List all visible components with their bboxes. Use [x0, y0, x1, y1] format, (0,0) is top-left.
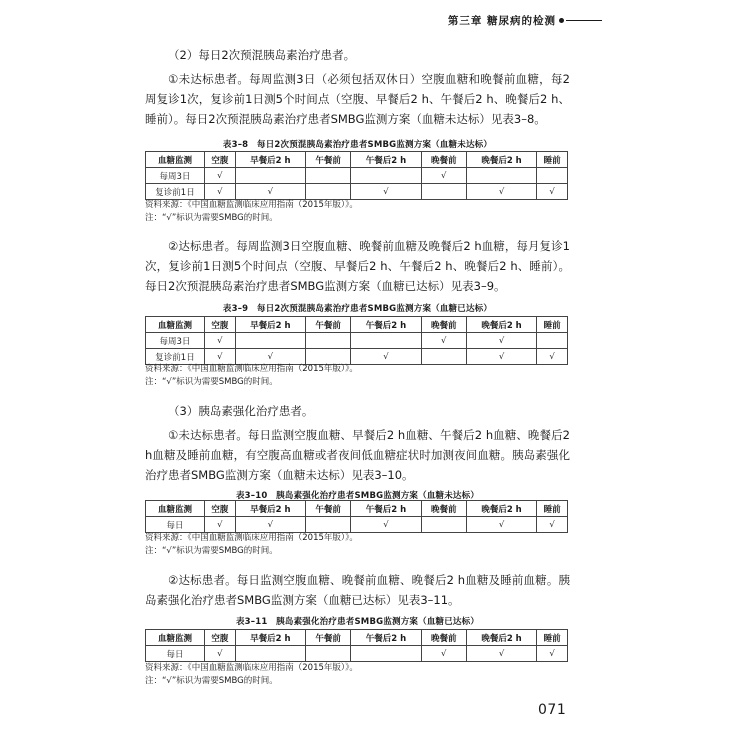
- table-header-cell: 午餐后2 h: [351, 152, 421, 168]
- row-label-cell: 每周3日: [146, 168, 205, 184]
- table-cell: [306, 517, 351, 533]
- table-3-11: [145, 629, 568, 662]
- section-3-heading: （3）胰岛素强化治疗患者。: [168, 404, 314, 418]
- page-number: 071: [538, 702, 567, 718]
- table-3-11-note: 注：“√”标识为需要SMBG的时间。: [145, 676, 278, 686]
- table-cell: √: [537, 517, 568, 533]
- table-cell: [421, 184, 466, 200]
- table-header-cell: 午餐后2 h: [351, 317, 421, 333]
- table-cell: [466, 168, 536, 184]
- table-header-cell: 午餐前: [306, 501, 351, 517]
- table-cell: [235, 333, 305, 349]
- table-cell: √: [205, 184, 236, 200]
- table-3-11-source: 资料来源：《中国血糖监测临床应用指南（2015年版）》。: [145, 663, 358, 673]
- table-cell: √: [205, 333, 236, 349]
- table-header-row: [146, 501, 568, 517]
- table-header-cell: 午餐前: [306, 152, 351, 168]
- table-header-cell: 睡前: [537, 501, 568, 517]
- row-label-cell: 每日: [146, 646, 205, 662]
- table-header-cell: 早餐后2 h: [235, 317, 305, 333]
- table-3-10-source: 资料来源：《中国血糖监测临床应用指南（2015年版）》。: [145, 533, 358, 543]
- table-cell: √: [351, 349, 421, 365]
- table-header-row: [146, 630, 568, 646]
- table-cell: [351, 646, 421, 662]
- row-label-cell: 每日: [146, 517, 205, 533]
- table-cell: √: [466, 517, 536, 533]
- table-cell: [537, 168, 568, 184]
- table-3-8-note: 注：“√”标识为需要SMBG的时间。: [145, 213, 278, 223]
- table-cell: √: [235, 349, 305, 365]
- table-cell: √: [421, 333, 466, 349]
- section-2-paragraph-2: ②达标患者。每周监测3日空腹血糖、晚餐前血糖及晚餐后2 h血糖，每月复诊1次，复诊前1日测5个时间点（空腹、早餐后2 h、午餐后2 h、晚餐后2 h、睡前）。每日2次预混胰岛素治疗患者SMBG监测方案（血糖已达标）见表3–9。: [145, 239, 570, 293]
- section-2-heading: （2）每日2次预混胰岛素治疗患者。: [168, 48, 356, 62]
- table-header-cell: 晚餐后2 h: [466, 152, 536, 168]
- table-header-cell: 午餐后2 h: [351, 501, 421, 517]
- table-3-10-caption: 表3–10 胰岛素强化治疗患者SMBG监测方案（血糖未达标）: [235, 491, 480, 501]
- table-cell: √: [466, 184, 536, 200]
- table-cell: [306, 168, 351, 184]
- table-header-cell: 晚餐前: [421, 317, 466, 333]
- table-row: [146, 333, 568, 349]
- table-cell: [235, 168, 305, 184]
- section-3-paragraph-2: ②达标患者。每日监测空腹血糖、晚餐前血糖、晚餐后2 h血糖及睡前血糖。胰岛素强化治疗患者SMBG监测方案（血糖已达标）见表3–11。: [145, 573, 570, 607]
- table-3-9-source: 资料来源：《中国血糖监测临床应用指南（2015年版）》。: [145, 364, 358, 374]
- table-row: [146, 168, 568, 184]
- running-header: [448, 13, 602, 28]
- table-row: [146, 184, 568, 200]
- table-cell: √: [235, 184, 305, 200]
- table-cell: [351, 333, 421, 349]
- table-cell: [351, 168, 421, 184]
- table-cell: √: [351, 184, 421, 200]
- table-cell: √: [235, 517, 305, 533]
- table-header-cell: 血糖监测: [146, 317, 205, 333]
- table-header-cell: 晚餐前: [421, 630, 466, 646]
- table-3-8-caption: 表3–8 每日2次预混胰岛素治疗患者SMBG监测方案（血糖未达标）: [222, 140, 493, 150]
- table-cell: [306, 646, 351, 662]
- table-row: [146, 517, 568, 533]
- table-3-9: [145, 316, 568, 365]
- table-3-9-caption: 表3–9 每日2次预混胰岛素治疗患者SMBG监测方案（血糖已达标）: [222, 304, 493, 314]
- table-header-cell: 早餐后2 h: [235, 630, 305, 646]
- table-header-row: [146, 317, 568, 333]
- table-header-cell: 血糖监测: [146, 152, 205, 168]
- table-header-cell: 晚餐后2 h: [466, 317, 536, 333]
- table-row: [146, 646, 568, 662]
- table-3-10: [145, 500, 568, 533]
- table-header-cell: 空腹: [205, 501, 236, 517]
- table-3-11-caption: 表3–11 胰岛素强化治疗患者SMBG监测方案（血糖已达标）: [235, 617, 480, 627]
- table-header-cell: 晚餐前: [421, 501, 466, 517]
- table-header-cell: 晚餐后2 h: [466, 501, 536, 517]
- header-rule: [566, 20, 602, 22]
- table-cell: [306, 333, 351, 349]
- chapter-title: 第三章 糖尿病的检测: [447, 15, 556, 27]
- row-label-cell: 每周3日: [146, 333, 205, 349]
- table-3-10-note: 注：“√”标识为需要SMBG的时间。: [145, 546, 278, 556]
- table-cell: √: [205, 646, 236, 662]
- header-dot: [559, 18, 564, 23]
- table-cell: [537, 333, 568, 349]
- table-header-cell: 早餐后2 h: [235, 501, 305, 517]
- table-cell: √: [537, 646, 568, 662]
- table-3-8: [145, 151, 568, 200]
- table-cell: √: [466, 646, 536, 662]
- table-header-cell: 晚餐后2 h: [466, 630, 536, 646]
- table-cell: √: [205, 517, 236, 533]
- table-header-cell: 睡前: [537, 317, 568, 333]
- table-header-cell: 睡前: [537, 630, 568, 646]
- row-label-cell: 复诊前1日: [146, 184, 205, 200]
- table-cell: [421, 517, 466, 533]
- table-cell: √: [466, 333, 536, 349]
- table-header-cell: 晚餐前: [421, 152, 466, 168]
- table-cell: √: [537, 184, 568, 200]
- table-cell: √: [421, 646, 466, 662]
- row-label-cell: 复诊前1日: [146, 349, 205, 365]
- table-header-cell: 空腹: [205, 317, 236, 333]
- table-cell: [235, 646, 305, 662]
- section-3-paragraph-1: ①未达标患者。每日监测空腹血糖、早餐后2 h血糖、午餐后2 h血糖、晚餐后2 h血糖及睡前血糖，有空腹高血糖或者夜间低血糖症状时加测夜间血糖。胰岛素强化治疗患者SMBG监测方案（血糖未达标）见表3–10。: [145, 428, 570, 482]
- table-header-cell: 午餐前: [306, 630, 351, 646]
- table-cell: √: [351, 517, 421, 533]
- table-header-cell: 空腹: [205, 152, 236, 168]
- table-3-9-note: 注：“√”标识为需要SMBG的时间。: [145, 377, 278, 387]
- table-cell: √: [421, 168, 466, 184]
- table-header-row: [146, 152, 568, 168]
- table-cell: √: [205, 168, 236, 184]
- table-header-cell: 午餐前: [306, 317, 351, 333]
- table-header-cell: 睡前: [537, 152, 568, 168]
- table-cell: [306, 184, 351, 200]
- table-cell: √: [537, 349, 568, 365]
- table-cell: √: [205, 349, 236, 365]
- table-header-cell: 早餐后2 h: [235, 152, 305, 168]
- table-cell: √: [466, 349, 536, 365]
- table-3-8-source: 资料来源：《中国血糖监测临床应用指南（2015年版）》。: [145, 200, 358, 210]
- table-header-cell: 午餐后2 h: [351, 630, 421, 646]
- table-header-cell: 血糖监测: [146, 630, 205, 646]
- section-2-paragraph-1: ①未达标患者。每周监测3日（必须包括双休日）空腹血糖和晚餐前血糖，每2周复诊1次，复诊前1日测5个时间点（空腹、早餐后2 h、午餐后2 h、晚餐后2 h、睡前）。每日2次预混胰岛素治疗患者SMBG监测方案（血糖未达标）见表3–8。: [145, 72, 570, 126]
- table-header-cell: 血糖监测: [146, 501, 205, 517]
- table-header-cell: 空腹: [205, 630, 236, 646]
